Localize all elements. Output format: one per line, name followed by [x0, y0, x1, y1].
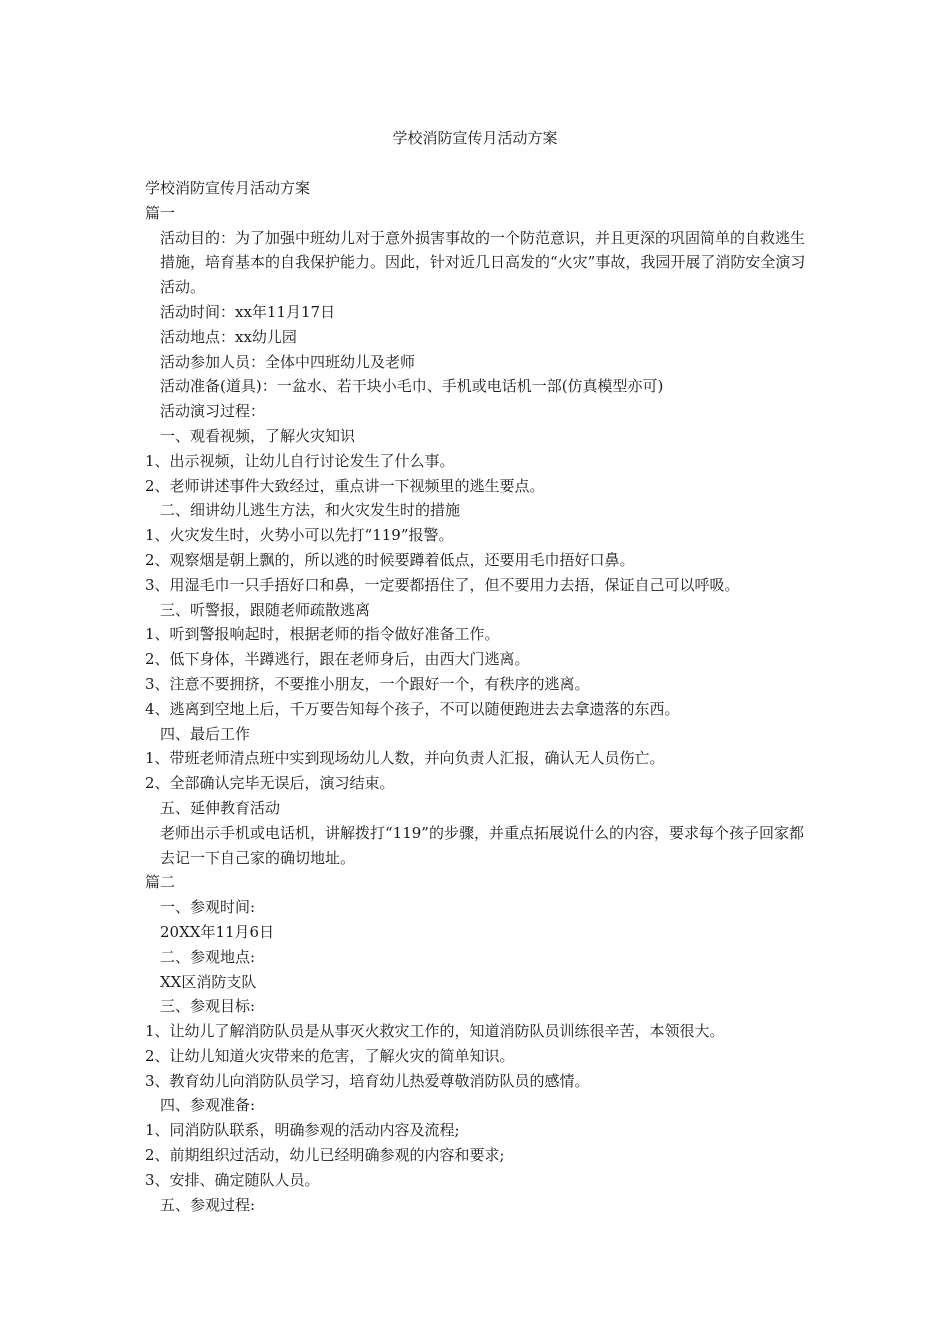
section-heading: 一、观看视频，了解火灾知识 — [160, 426, 356, 445]
list-item: 2、让幼儿知道火灾带来的危害，了解火灾的简单知识。 — [145, 1046, 515, 1065]
list-item: 3、注意不要拥挤，不要推小朋友，一个跟好一个，有秩序的逃离。 — [145, 674, 590, 693]
part-heading: 篇一 — [145, 203, 176, 222]
list-item: 3、安排、确定随队人员。 — [145, 1170, 320, 1189]
activity-time: 活动时间：xx年11月17日 — [160, 302, 336, 321]
activity-process: 活动演习过程： — [160, 402, 266, 421]
section-heading: 四、最后工作 — [160, 724, 251, 743]
section-heading: 三、参观目标: — [160, 997, 256, 1016]
part-heading: 篇二 — [145, 873, 176, 892]
list-item: 2、观察烟是朝上飘的，所以逃的时候要蹲着低点，还要用毛巾捂好口鼻。 — [145, 550, 635, 569]
list-item: 3、用湿毛巾一只手捂好口和鼻，一定要都捂住了，但不要用力去捂，保证自己可以呼吸。 — [145, 575, 740, 594]
section-heading: 一、参观时间: — [160, 898, 256, 917]
activity-place: 活动地点：xx幼儿园 — [160, 327, 297, 346]
section-heading: 二、参观地点: — [160, 947, 256, 966]
section-heading: 四、参观准备: — [160, 1096, 256, 1115]
document-title: 学校消防宣传月活动方案 — [392, 129, 558, 147]
list-item: 4、逃离到空地上后，千万要告知每个孩子，不可以随便跑进去去拿遗落的东西。 — [145, 699, 680, 718]
list-item: 1、带班老师清点班中实到现场幼儿人数，并向负责人汇报，确认无人员伤亡。 — [145, 749, 665, 768]
paragraph-extension: 老师出示手机或电话机，讲解拨打“119”的步骤，并重点拓展说什么的内容，要求每个孩子回家都去记一下自己家的确切地址。 — [160, 823, 804, 867]
section-heading: 五、参观过程: — [160, 1195, 256, 1214]
list-item: 1、同消防队联系，明确参观的活动内容及流程; — [145, 1121, 460, 1140]
list-item: 1、出示视频，让幼儿自行讨论发生了什么事。 — [145, 451, 455, 470]
document-body — [145, 176, 815, 1217]
section-heading: 二、细讲幼儿逃生方法，和火灾发生时的措施 — [160, 501, 461, 520]
document-subtitle: 学校消防宣传月活动方案 — [145, 179, 311, 197]
list-item: 1、火灾发生时，火势小可以先打“119”报警。 — [145, 526, 454, 545]
visit-time: 20XX年11月6日 — [160, 922, 275, 941]
activity-participants: 活动参加人员：全体中四班幼儿及老师 — [160, 352, 416, 371]
list-item: 2、全部确认完毕无误后，演习结束。 — [145, 774, 395, 793]
section-heading: 五、延伸教育活动 — [160, 798, 281, 817]
section-heading: 三、听警报，跟随老师疏散逃离 — [160, 600, 371, 619]
paragraph-purpose: 活动目的：为了加强中班幼儿对于意外损害事故的一个防范意识，并且更深的巩固简单的自救逃生措施，培育基本的自我保护能力。因此，针对近几日高发的“火灾”事故，我园开展了消防安全演习活动。 — [160, 228, 806, 297]
activity-preparation: 活动准备(道具)：一盆水、若干块小毛巾、手机或电话机一部(仿真模型亦可) — [160, 377, 664, 396]
list-item: 2、低下身体，半蹲逃行，跟在老师身后，由西大门逃离。 — [145, 650, 530, 669]
list-item: 2、前期组织过活动，幼儿已经明确参观的内容和要求; — [145, 1146, 505, 1165]
list-item: 1、听到警报响起时，根据老师的指令做好准备工作。 — [145, 625, 500, 644]
list-item: 2、老师讲述事件大致经过，重点讲一下视频里的逃生要点。 — [145, 476, 545, 495]
visit-place: XX区消防支队 — [160, 972, 257, 991]
list-item: 3、教育幼儿向消防队员学习，培育幼儿热爱尊敬消防队员的感情。 — [145, 1071, 590, 1090]
list-item: 1、让幼儿了解消防队员是从事灭火救灾工作的，知道消防队员训练很辛苦，本领很大。 — [145, 1022, 725, 1041]
